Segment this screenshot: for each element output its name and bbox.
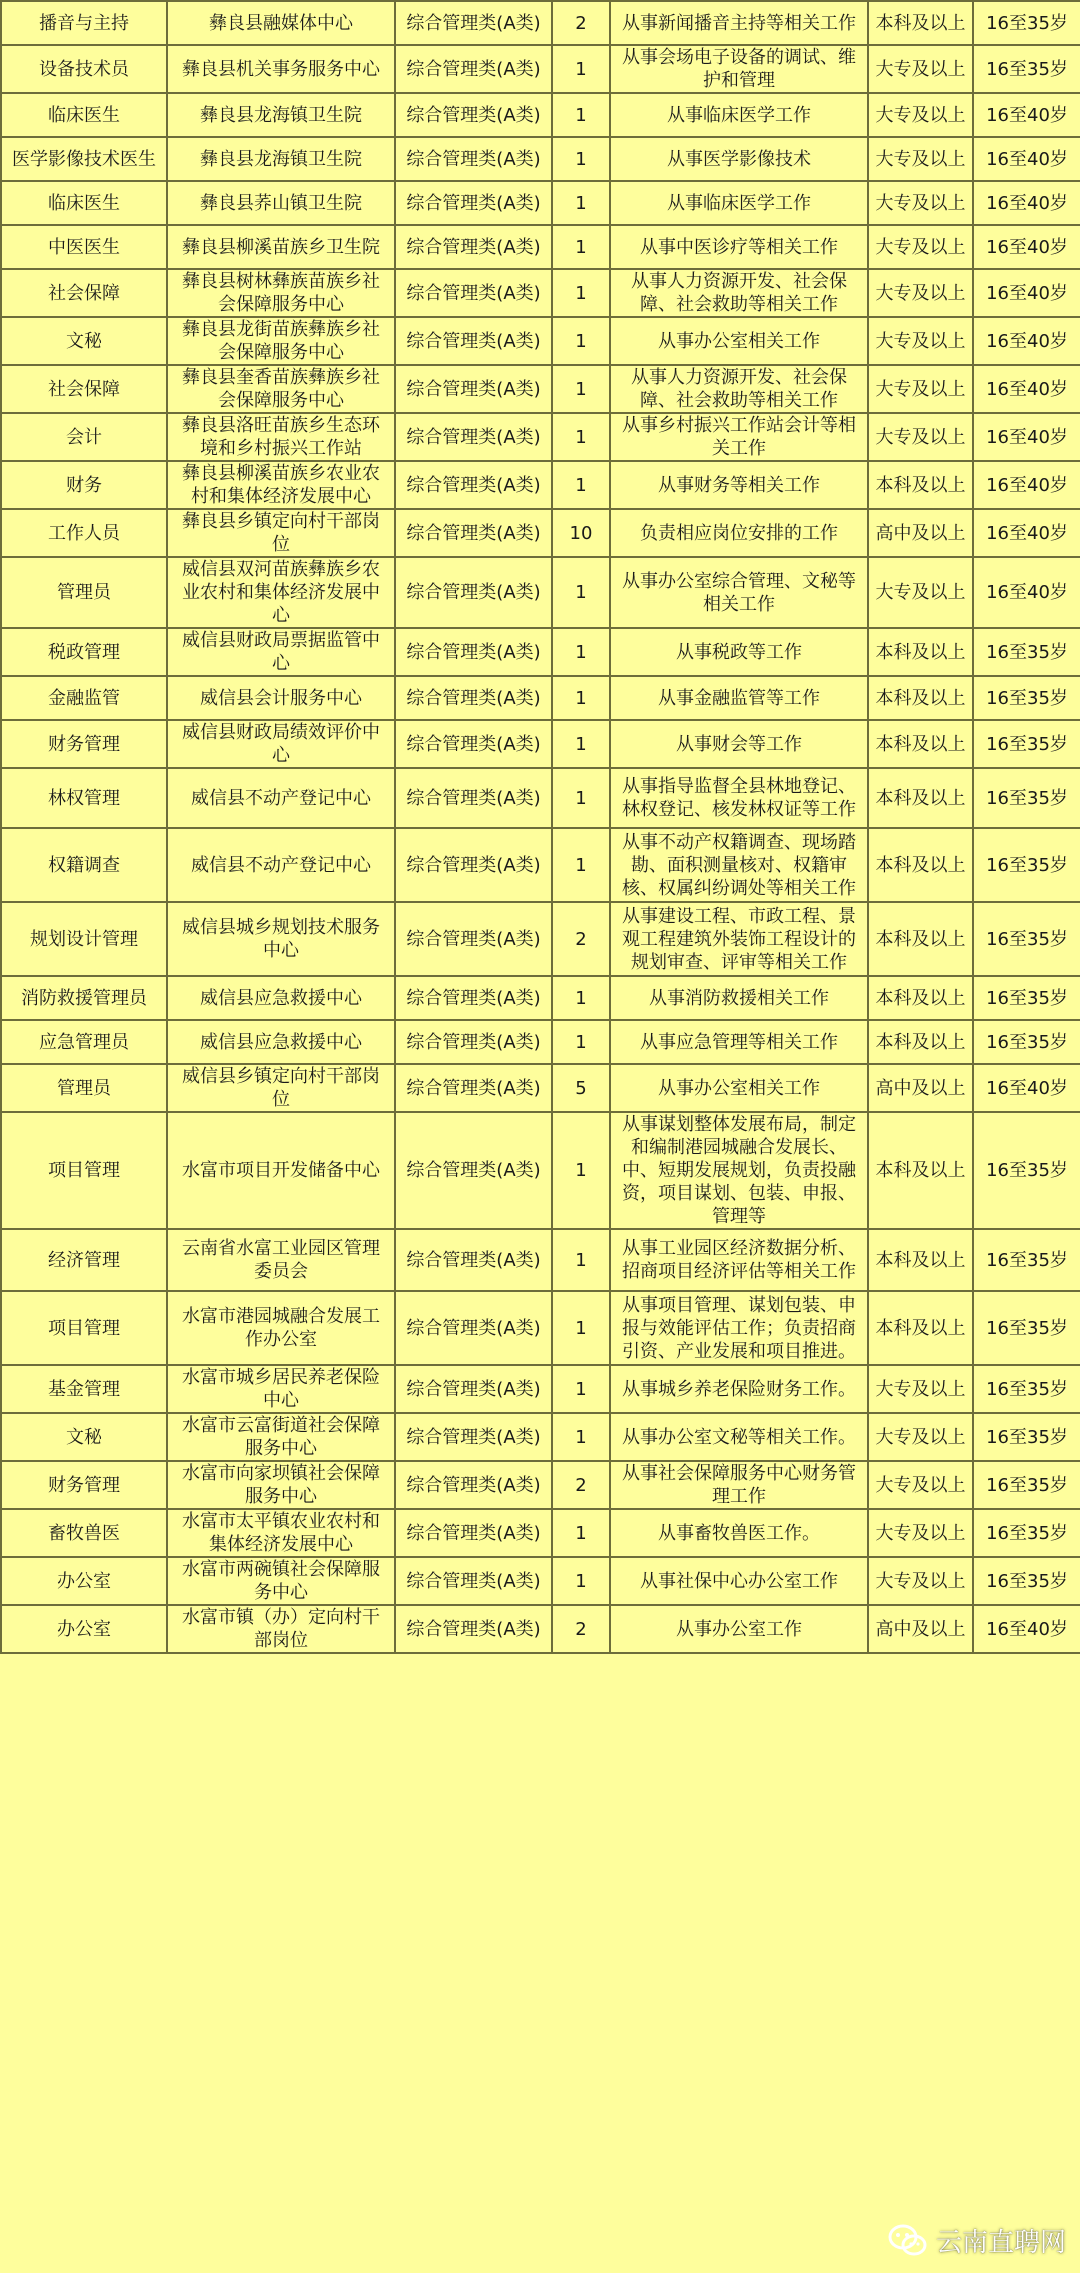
- table-row: [1, 45, 1080, 93]
- cell-unit: 彝良县机关事务服务中心: [167, 45, 395, 93]
- cell-age: 16至40岁: [973, 93, 1080, 137]
- cell-unit: 威信县不动产登记中心: [167, 828, 395, 902]
- cell-duty: 从事建设工程、市政工程、景观工程建筑外装饰工程设计的规划审查、评审等相关工作: [610, 902, 868, 976]
- cell-duty: 从事项目管理、谋划包装、申报与效能评估工作；负责招商引资、产业发展和项目推进。: [610, 1291, 868, 1365]
- cell-category: 综合管理类(A类): [395, 365, 552, 413]
- cell-education: 高中及以上: [868, 509, 973, 557]
- cell-education: 大专及以上: [868, 269, 973, 317]
- cell-age: 16至35岁: [973, 45, 1080, 93]
- cell-age: 16至35岁: [973, 1461, 1080, 1509]
- cell-category: 综合管理类(A类): [395, 628, 552, 676]
- cell-age: 16至40岁: [973, 269, 1080, 317]
- cell-education: 本科及以上: [868, 768, 973, 828]
- table-row: [1, 1291, 1080, 1365]
- cell-unit: 威信县乡镇定向村干部岗位: [167, 1064, 395, 1112]
- cell-unit: 彝良县龙海镇卫生院: [167, 93, 395, 137]
- cell-count: 1: [552, 1509, 610, 1557]
- cell-unit: 彝良县乡镇定向村干部岗位: [167, 509, 395, 557]
- cell-post: 设备技术员: [1, 45, 167, 93]
- cell-education: 大专及以上: [868, 317, 973, 365]
- table-row: [1, 828, 1080, 902]
- cell-post: 金融监管: [1, 676, 167, 720]
- table-row: [1, 225, 1080, 269]
- table-row: [1, 1, 1080, 45]
- cell-duty: 从事谋划整体发展布局，制定和编制港园城融合发展长、中、短期发展规划，负责投融资，项目谋划、包装、申报、管理等: [610, 1112, 868, 1229]
- cell-duty: 从事医学影像技术: [610, 137, 868, 181]
- cell-age: 16至35岁: [973, 720, 1080, 768]
- cell-post: 应急管理员: [1, 1020, 167, 1064]
- cell-category: 综合管理类(A类): [395, 557, 552, 628]
- cell-age: 16至35岁: [973, 1365, 1080, 1413]
- cell-unit: 彝良县洛旺苗族乡生态环境和乡村振兴工作站: [167, 413, 395, 461]
- cell-category: 综合管理类(A类): [395, 137, 552, 181]
- table-row: [1, 1064, 1080, 1112]
- cell-post: 办公室: [1, 1605, 167, 1653]
- cell-category: 综合管理类(A类): [395, 181, 552, 225]
- cell-post: 林权管理: [1, 768, 167, 828]
- cell-unit: 威信县不动产登记中心: [167, 768, 395, 828]
- cell-duty: 从事乡村振兴工作站会计等相关工作: [610, 413, 868, 461]
- table-row: [1, 902, 1080, 976]
- cell-duty: 从事不动产权籍调查、现场踏勘、面积测量核对、权籍审核、权属纠纷调处等相关工作: [610, 828, 868, 902]
- cell-age: 16至35岁: [973, 1509, 1080, 1557]
- cell-age: 16至40岁: [973, 509, 1080, 557]
- cell-unit: 彝良县奎香苗族彝族乡社会保障服务中心: [167, 365, 395, 413]
- cell-age: 16至35岁: [973, 628, 1080, 676]
- table-row: [1, 557, 1080, 628]
- cell-education: 本科及以上: [868, 1291, 973, 1365]
- table-row: [1, 628, 1080, 676]
- cell-unit: 水富市港园城融合发展工作办公室: [167, 1291, 395, 1365]
- cell-post: 临床医生: [1, 93, 167, 137]
- cell-education: 大专及以上: [868, 1557, 973, 1605]
- cell-age: 16至40岁: [973, 1605, 1080, 1653]
- cell-post: 经济管理: [1, 1229, 167, 1291]
- table-row: [1, 137, 1080, 181]
- cell-count: 1: [552, 365, 610, 413]
- cell-education: 大专及以上: [868, 137, 973, 181]
- cell-post: 文秘: [1, 317, 167, 365]
- cell-age: 16至35岁: [973, 1413, 1080, 1461]
- cell-education: 高中及以上: [868, 1605, 973, 1653]
- cell-category: 综合管理类(A类): [395, 1461, 552, 1509]
- cell-category: 综合管理类(A类): [395, 976, 552, 1020]
- cell-duty: 从事办公室相关工作: [610, 1064, 868, 1112]
- cell-post: 消防救援管理员: [1, 976, 167, 1020]
- cell-count: 1: [552, 1557, 610, 1605]
- cell-duty: 从事新闻播音主持等相关工作: [610, 1, 868, 45]
- cell-education: 本科及以上: [868, 976, 973, 1020]
- cell-duty: 从事办公室相关工作: [610, 317, 868, 365]
- table-row: [1, 1365, 1080, 1413]
- cell-unit: 水富市云富街道社会保障服务中心: [167, 1413, 395, 1461]
- cell-duty: 从事财会等工作: [610, 720, 868, 768]
- cell-post: 规划设计管理: [1, 902, 167, 976]
- cell-post: 社会保障: [1, 365, 167, 413]
- cell-age: 16至35岁: [973, 1291, 1080, 1365]
- cell-category: 综合管理类(A类): [395, 1557, 552, 1605]
- cell-age: 16至40岁: [973, 365, 1080, 413]
- cell-count: 2: [552, 1605, 610, 1653]
- table-row: [1, 676, 1080, 720]
- table-row: [1, 1229, 1080, 1291]
- cell-education: 本科及以上: [868, 1, 973, 45]
- table-row: [1, 269, 1080, 317]
- cell-category: 综合管理类(A类): [395, 676, 552, 720]
- cell-unit: 威信县财政局票据监管中心: [167, 628, 395, 676]
- cell-post: 播音与主持: [1, 1, 167, 45]
- table-body: [1, 1, 1080, 1653]
- table-row: [1, 1605, 1080, 1653]
- cell-category: 综合管理类(A类): [395, 461, 552, 509]
- cell-unit: 水富市太平镇农业农村和集体经济发展中心: [167, 1509, 395, 1557]
- cell-education: 大专及以上: [868, 45, 973, 93]
- cell-category: 综合管理类(A类): [395, 1413, 552, 1461]
- cell-age: 16至40岁: [973, 461, 1080, 509]
- cell-age: 16至40岁: [973, 225, 1080, 269]
- cell-unit: 彝良县柳溪苗族乡卫生院: [167, 225, 395, 269]
- table-row: [1, 1020, 1080, 1064]
- cell-age: 16至40岁: [973, 413, 1080, 461]
- cell-count: 1: [552, 93, 610, 137]
- cell-age: 16至40岁: [973, 137, 1080, 181]
- cell-category: 综合管理类(A类): [395, 93, 552, 137]
- cell-age: 16至35岁: [973, 1020, 1080, 1064]
- cell-count: 1: [552, 628, 610, 676]
- cell-category: 综合管理类(A类): [395, 1, 552, 45]
- cell-duty: 从事中医诊疗等相关工作: [610, 225, 868, 269]
- cell-category: 综合管理类(A类): [395, 413, 552, 461]
- cell-duty: 从事财务等相关工作: [610, 461, 868, 509]
- cell-unit: 云南省水富工业园区管理委员会: [167, 1229, 395, 1291]
- cell-unit: 彝良县荞山镇卫生院: [167, 181, 395, 225]
- cell-count: 1: [552, 1413, 610, 1461]
- cell-unit: 威信县应急救援中心: [167, 976, 395, 1020]
- cell-post: 财务: [1, 461, 167, 509]
- cell-category: 综合管理类(A类): [395, 45, 552, 93]
- cell-post: 畜牧兽医: [1, 1509, 167, 1557]
- cell-education: 大专及以上: [868, 1509, 973, 1557]
- cell-duty: 从事人力资源开发、社会保障、社会救助等相关工作: [610, 269, 868, 317]
- cell-post: 会计: [1, 413, 167, 461]
- cell-unit: 威信县会计服务中心: [167, 676, 395, 720]
- cell-age: 16至35岁: [973, 1229, 1080, 1291]
- cell-count: 1: [552, 1229, 610, 1291]
- cell-count: 2: [552, 1, 610, 45]
- table-row: [1, 976, 1080, 1020]
- cell-duty: 从事会场电子设备的调试、维护和管理: [610, 45, 868, 93]
- cell-education: 本科及以上: [868, 1112, 973, 1229]
- cell-duty: 从事临床医学工作: [610, 181, 868, 225]
- cell-post: 中医医生: [1, 225, 167, 269]
- cell-count: 1: [552, 317, 610, 365]
- cell-unit: 威信县应急救援中心: [167, 1020, 395, 1064]
- cell-education: 大专及以上: [868, 1413, 973, 1461]
- cell-count: 1: [552, 976, 610, 1020]
- cell-duty: 从事城乡养老保险财务工作。: [610, 1365, 868, 1413]
- cell-count: 1: [552, 1020, 610, 1064]
- cell-category: 综合管理类(A类): [395, 902, 552, 976]
- cell-age: 16至40岁: [973, 317, 1080, 365]
- cell-education: 本科及以上: [868, 828, 973, 902]
- cell-duty: 从事指导监督全县林地登记、林权登记、核发林权证等工作: [610, 768, 868, 828]
- cell-count: 1: [552, 676, 610, 720]
- cell-category: 综合管理类(A类): [395, 828, 552, 902]
- cell-count: 1: [552, 828, 610, 902]
- table-row: [1, 768, 1080, 828]
- cell-age: 16至40岁: [973, 557, 1080, 628]
- cell-count: 1: [552, 137, 610, 181]
- cell-education: 高中及以上: [868, 1064, 973, 1112]
- cell-education: 大专及以上: [868, 1461, 973, 1509]
- cell-post: 财务管理: [1, 1461, 167, 1509]
- cell-post: 办公室: [1, 1557, 167, 1605]
- cell-duty: 从事畜牧兽医工作。: [610, 1509, 868, 1557]
- cell-category: 综合管理类(A类): [395, 1064, 552, 1112]
- cell-post: 基金管理: [1, 1365, 167, 1413]
- cell-age: 16至35岁: [973, 1557, 1080, 1605]
- cell-age: 16至35岁: [973, 828, 1080, 902]
- cell-duty: 从事工业园区经济数据分析、招商项目经济评估等相关工作: [610, 1229, 868, 1291]
- cell-education: 大专及以上: [868, 365, 973, 413]
- cell-age: 16至35岁: [973, 768, 1080, 828]
- cell-category: 综合管理类(A类): [395, 1229, 552, 1291]
- cell-age: 16至35岁: [973, 902, 1080, 976]
- cell-education: 本科及以上: [868, 720, 973, 768]
- cell-duty: 从事税政等工作: [610, 628, 868, 676]
- cell-post: 医学影像技术医生: [1, 137, 167, 181]
- cell-category: 综合管理类(A类): [395, 1365, 552, 1413]
- cell-duty: 从事消防救援相关工作: [610, 976, 868, 1020]
- cell-category: 综合管理类(A类): [395, 225, 552, 269]
- table-row: [1, 1557, 1080, 1605]
- table-row: [1, 509, 1080, 557]
- table-row: [1, 1112, 1080, 1229]
- cell-unit: 威信县城乡规划技术服务中心: [167, 902, 395, 976]
- cell-count: 1: [552, 557, 610, 628]
- table-row: [1, 181, 1080, 225]
- cell-duty: 从事应急管理等相关工作: [610, 1020, 868, 1064]
- cell-count: 2: [552, 902, 610, 976]
- cell-post: 管理员: [1, 1064, 167, 1112]
- cell-unit: 水富市镇（办）定向村干部岗位: [167, 1605, 395, 1653]
- table-row: [1, 1413, 1080, 1461]
- cell-education: 本科及以上: [868, 676, 973, 720]
- cell-unit: 水富市项目开发储备中心: [167, 1112, 395, 1229]
- table-row: [1, 720, 1080, 768]
- cell-count: 1: [552, 181, 610, 225]
- cell-post: 税政管理: [1, 628, 167, 676]
- cell-unit: 彝良县融媒体中心: [167, 1, 395, 45]
- cell-category: 综合管理类(A类): [395, 1605, 552, 1653]
- cell-education: 大专及以上: [868, 557, 973, 628]
- cell-duty: 从事金融监管等工作: [610, 676, 868, 720]
- cell-count: 1: [552, 269, 610, 317]
- wechat-icon: [888, 2224, 928, 2258]
- cell-post: 工作人员: [1, 509, 167, 557]
- cell-duty: 从事社保中心办公室工作: [610, 1557, 868, 1605]
- cell-unit: 威信县双河苗族彝族乡农业农村和集体经济发展中心: [167, 557, 395, 628]
- cell-duty: 从事办公室工作: [610, 1605, 868, 1653]
- cell-unit: 彝良县龙街苗族彝族乡社会保障服务中心: [167, 317, 395, 365]
- cell-post: 社会保障: [1, 269, 167, 317]
- cell-education: 本科及以上: [868, 1229, 973, 1291]
- cell-post: 文秘: [1, 1413, 167, 1461]
- cell-age: 16至40岁: [973, 181, 1080, 225]
- cell-duty: 从事社会保障服务中心财务管理工作: [610, 1461, 868, 1509]
- cell-count: 2: [552, 1461, 610, 1509]
- cell-duty: 从事人力资源开发、社会保障、社会救助等相关工作: [610, 365, 868, 413]
- cell-education: 大专及以上: [868, 225, 973, 269]
- cell-education: 大专及以上: [868, 1365, 973, 1413]
- cell-post: 项目管理: [1, 1112, 167, 1229]
- cell-category: 综合管理类(A类): [395, 768, 552, 828]
- cell-unit: 水富市向家坝镇社会保障服务中心: [167, 1461, 395, 1509]
- cell-category: 综合管理类(A类): [395, 269, 552, 317]
- cell-education: 本科及以上: [868, 1020, 973, 1064]
- cell-unit: 彝良县龙海镇卫生院: [167, 137, 395, 181]
- cell-count: 1: [552, 768, 610, 828]
- cell-age: 16至40岁: [973, 1064, 1080, 1112]
- cell-duty: 从事办公室文秘等相关工作。: [610, 1413, 868, 1461]
- cell-category: 综合管理类(A类): [395, 1112, 552, 1229]
- cell-count: 1: [552, 720, 610, 768]
- watermark: [888, 2222, 1066, 2259]
- cell-count: 1: [552, 225, 610, 269]
- cell-age: 16至35岁: [973, 1, 1080, 45]
- cell-count: 10: [552, 509, 610, 557]
- table-row: [1, 1509, 1080, 1557]
- cell-education: 大专及以上: [868, 93, 973, 137]
- cell-count: 1: [552, 461, 610, 509]
- table-row: [1, 93, 1080, 137]
- cell-category: 综合管理类(A类): [395, 1509, 552, 1557]
- cell-post: 财务管理: [1, 720, 167, 768]
- cell-count: 1: [552, 1291, 610, 1365]
- cell-category: 综合管理类(A类): [395, 317, 552, 365]
- cell-category: 综合管理类(A类): [395, 509, 552, 557]
- cell-education: 大专及以上: [868, 181, 973, 225]
- cell-count: 1: [552, 1365, 610, 1413]
- cell-category: 综合管理类(A类): [395, 720, 552, 768]
- cell-count: 5: [552, 1064, 610, 1112]
- cell-age: 16至35岁: [973, 676, 1080, 720]
- cell-unit: 彝良县树林彝族苗族乡社会保障服务中心: [167, 269, 395, 317]
- cell-post: 临床医生: [1, 181, 167, 225]
- cell-unit: 水富市两碗镇社会保障服务中心: [167, 1557, 395, 1605]
- cell-age: 16至35岁: [973, 976, 1080, 1020]
- cell-unit: 彝良县柳溪苗族乡农业农村和集体经济发展中心: [167, 461, 395, 509]
- table-row: [1, 317, 1080, 365]
- cell-duty: 负责相应岗位安排的工作: [610, 509, 868, 557]
- table-row: [1, 413, 1080, 461]
- cell-duty: 从事临床医学工作: [610, 93, 868, 137]
- cell-category: 综合管理类(A类): [395, 1020, 552, 1064]
- cell-education: 本科及以上: [868, 461, 973, 509]
- cell-education: 本科及以上: [868, 902, 973, 976]
- cell-age: 16至35岁: [973, 1112, 1080, 1229]
- table-row: [1, 461, 1080, 509]
- cell-count: 1: [552, 413, 610, 461]
- cell-count: 1: [552, 45, 610, 93]
- watermark-text: 云南直聘网: [935, 2228, 1066, 2258]
- cell-education: 大专及以上: [868, 413, 973, 461]
- table-row: [1, 1461, 1080, 1509]
- cell-count: 1: [552, 1112, 610, 1229]
- cell-post: 项目管理: [1, 1291, 167, 1365]
- cell-post: 管理员: [1, 557, 167, 628]
- table-row: [1, 365, 1080, 413]
- cell-category: 综合管理类(A类): [395, 1291, 552, 1365]
- cell-education: 本科及以上: [868, 628, 973, 676]
- cell-unit: 威信县财政局绩效评价中心: [167, 720, 395, 768]
- cell-duty: 从事办公室综合管理、文秘等相关工作: [610, 557, 868, 628]
- cell-unit: 水富市城乡居民养老保险中心: [167, 1365, 395, 1413]
- cell-post: 权籍调查: [1, 828, 167, 902]
